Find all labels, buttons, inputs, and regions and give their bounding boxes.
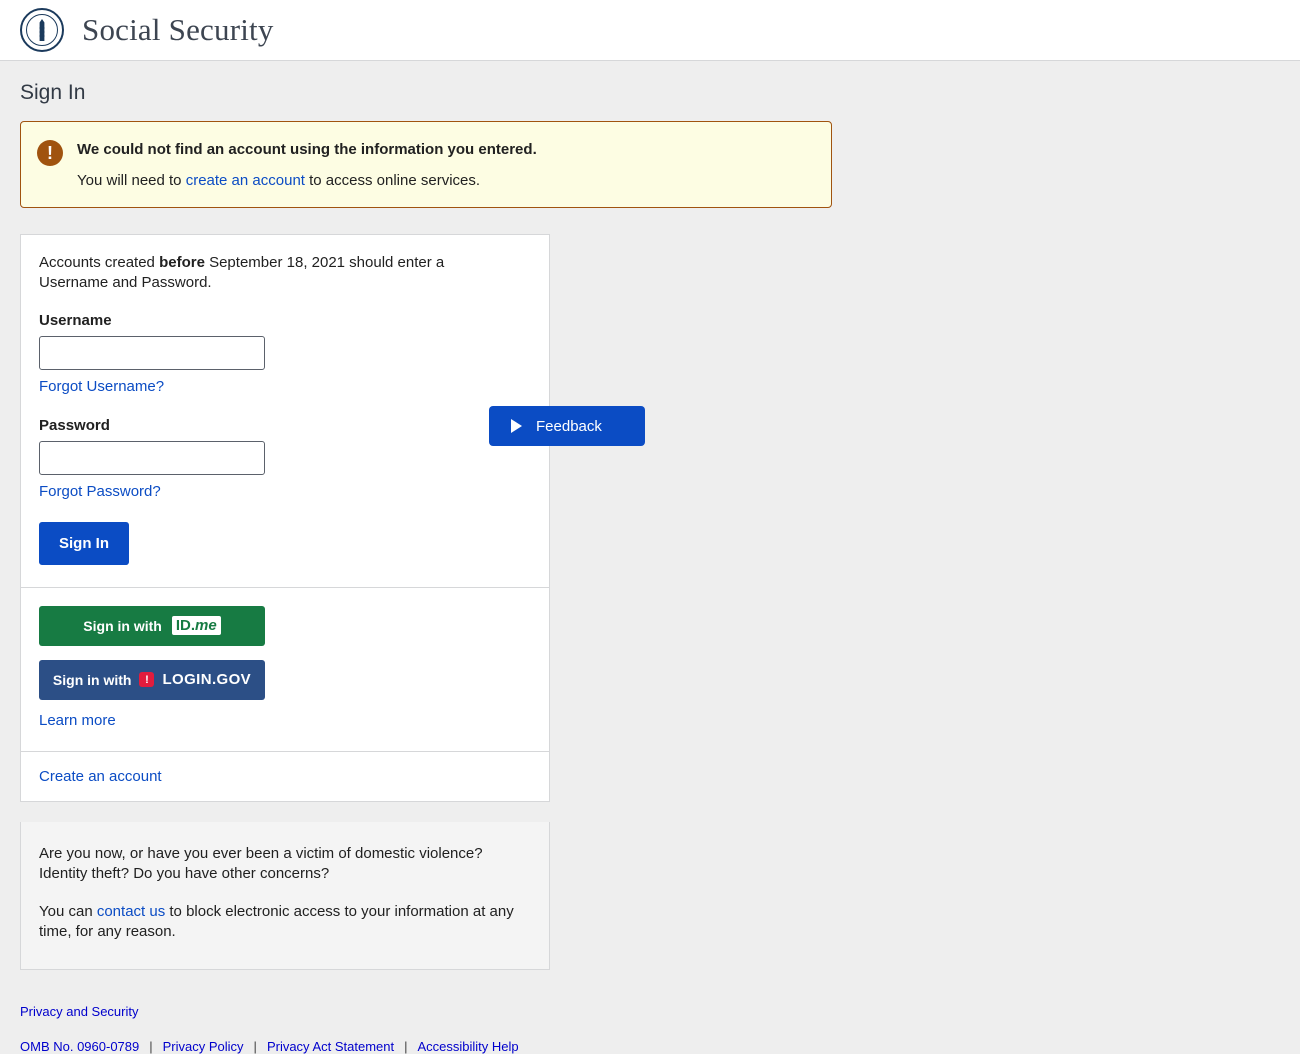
omb-number-link[interactable]: OMB No. 0960-0789 (20, 1038, 140, 1054)
play-arrow-icon (511, 419, 522, 433)
logingov-button-label: Sign in with (52, 671, 132, 688)
concerns-after: to block electronic access to your information at any time, for any reason. (39, 903, 514, 941)
accessibility-help-link[interactable]: Accessibility Help (417, 1038, 519, 1054)
privacy-policy-link[interactable]: Privacy Policy (162, 1038, 244, 1054)
username-label: Username (39, 311, 112, 329)
footer-links (20, 1039, 1280, 1054)
site-footer (20, 1004, 1280, 1054)
alert-exclamation-icon: ! (37, 140, 63, 166)
privacy-act-statement-link[interactable]: Privacy Act Statement (266, 1038, 395, 1054)
idme-logo-icon (172, 616, 221, 635)
concerns-question: Are you now, or have you ever been a victim of domestic violence? Identity theft? Do you have other concerns? (39, 844, 483, 882)
logingov-wordmark: LOGIN.GOV (162, 671, 252, 688)
create-account-section (21, 752, 549, 801)
page-content (0, 81, 1300, 1054)
intro-after: September 18, 2021 should enter a Username and Password. (39, 254, 445, 292)
alert-text-before: You will need to (77, 172, 186, 189)
learn-more-link[interactable]: Learn more (39, 711, 116, 729)
feedback-label: Feedback (536, 417, 602, 435)
concerns-contact-text (39, 902, 531, 943)
card-intro-text (39, 253, 479, 294)
footer-separator-3: | (404, 1038, 408, 1054)
feedback-button[interactable] (489, 406, 645, 446)
social-security-seal-icon (20, 8, 64, 52)
username-input[interactable] (39, 336, 265, 370)
footer-privacy-security (20, 1004, 1280, 1019)
idme-button-label: Sign in with (83, 617, 162, 634)
page-title: Sign In (20, 81, 86, 104)
password-input[interactable] (39, 441, 265, 475)
footer-separator-2: | (253, 1038, 257, 1054)
forgot-password-link[interactable]: Forgot Password? (39, 482, 161, 500)
intro-bold: before (159, 254, 205, 271)
alert-message (77, 172, 537, 189)
logingov-mark-icon: ! (139, 672, 154, 687)
sign-in-with-idme-button[interactable] (39, 606, 265, 646)
credentials-section (21, 235, 549, 588)
idme-logo-id: ID. (175, 617, 196, 634)
brand-title: Social Security (82, 12, 274, 47)
error-alert (20, 121, 832, 208)
alert-text-after: to access online services. (304, 172, 481, 189)
privacy-and-security-link[interactable]: Privacy and Security (20, 1003, 139, 1019)
create-an-account-link[interactable]: create an account (185, 172, 305, 189)
idme-logo-me: me (195, 617, 217, 634)
create-account-link[interactable]: Create an account (39, 767, 162, 785)
sign-in-card (20, 234, 550, 802)
concerns-box (20, 822, 550, 970)
partner-signin-section (21, 588, 549, 752)
password-label: Password (39, 416, 110, 434)
site-header (0, 0, 1300, 61)
forgot-username-link[interactable]: Forgot Username? (39, 377, 165, 395)
sign-in-button[interactable]: Sign In (39, 522, 129, 565)
intro-before: Accounts created (39, 254, 160, 271)
concerns-before: You can (39, 903, 97, 920)
sign-in-with-logingov-button[interactable] (39, 660, 265, 700)
contact-us-link[interactable]: contact us (96, 903, 166, 920)
alert-title: We could not find an account using the information you entered. (77, 141, 537, 158)
footer-separator-1: | (149, 1038, 153, 1054)
